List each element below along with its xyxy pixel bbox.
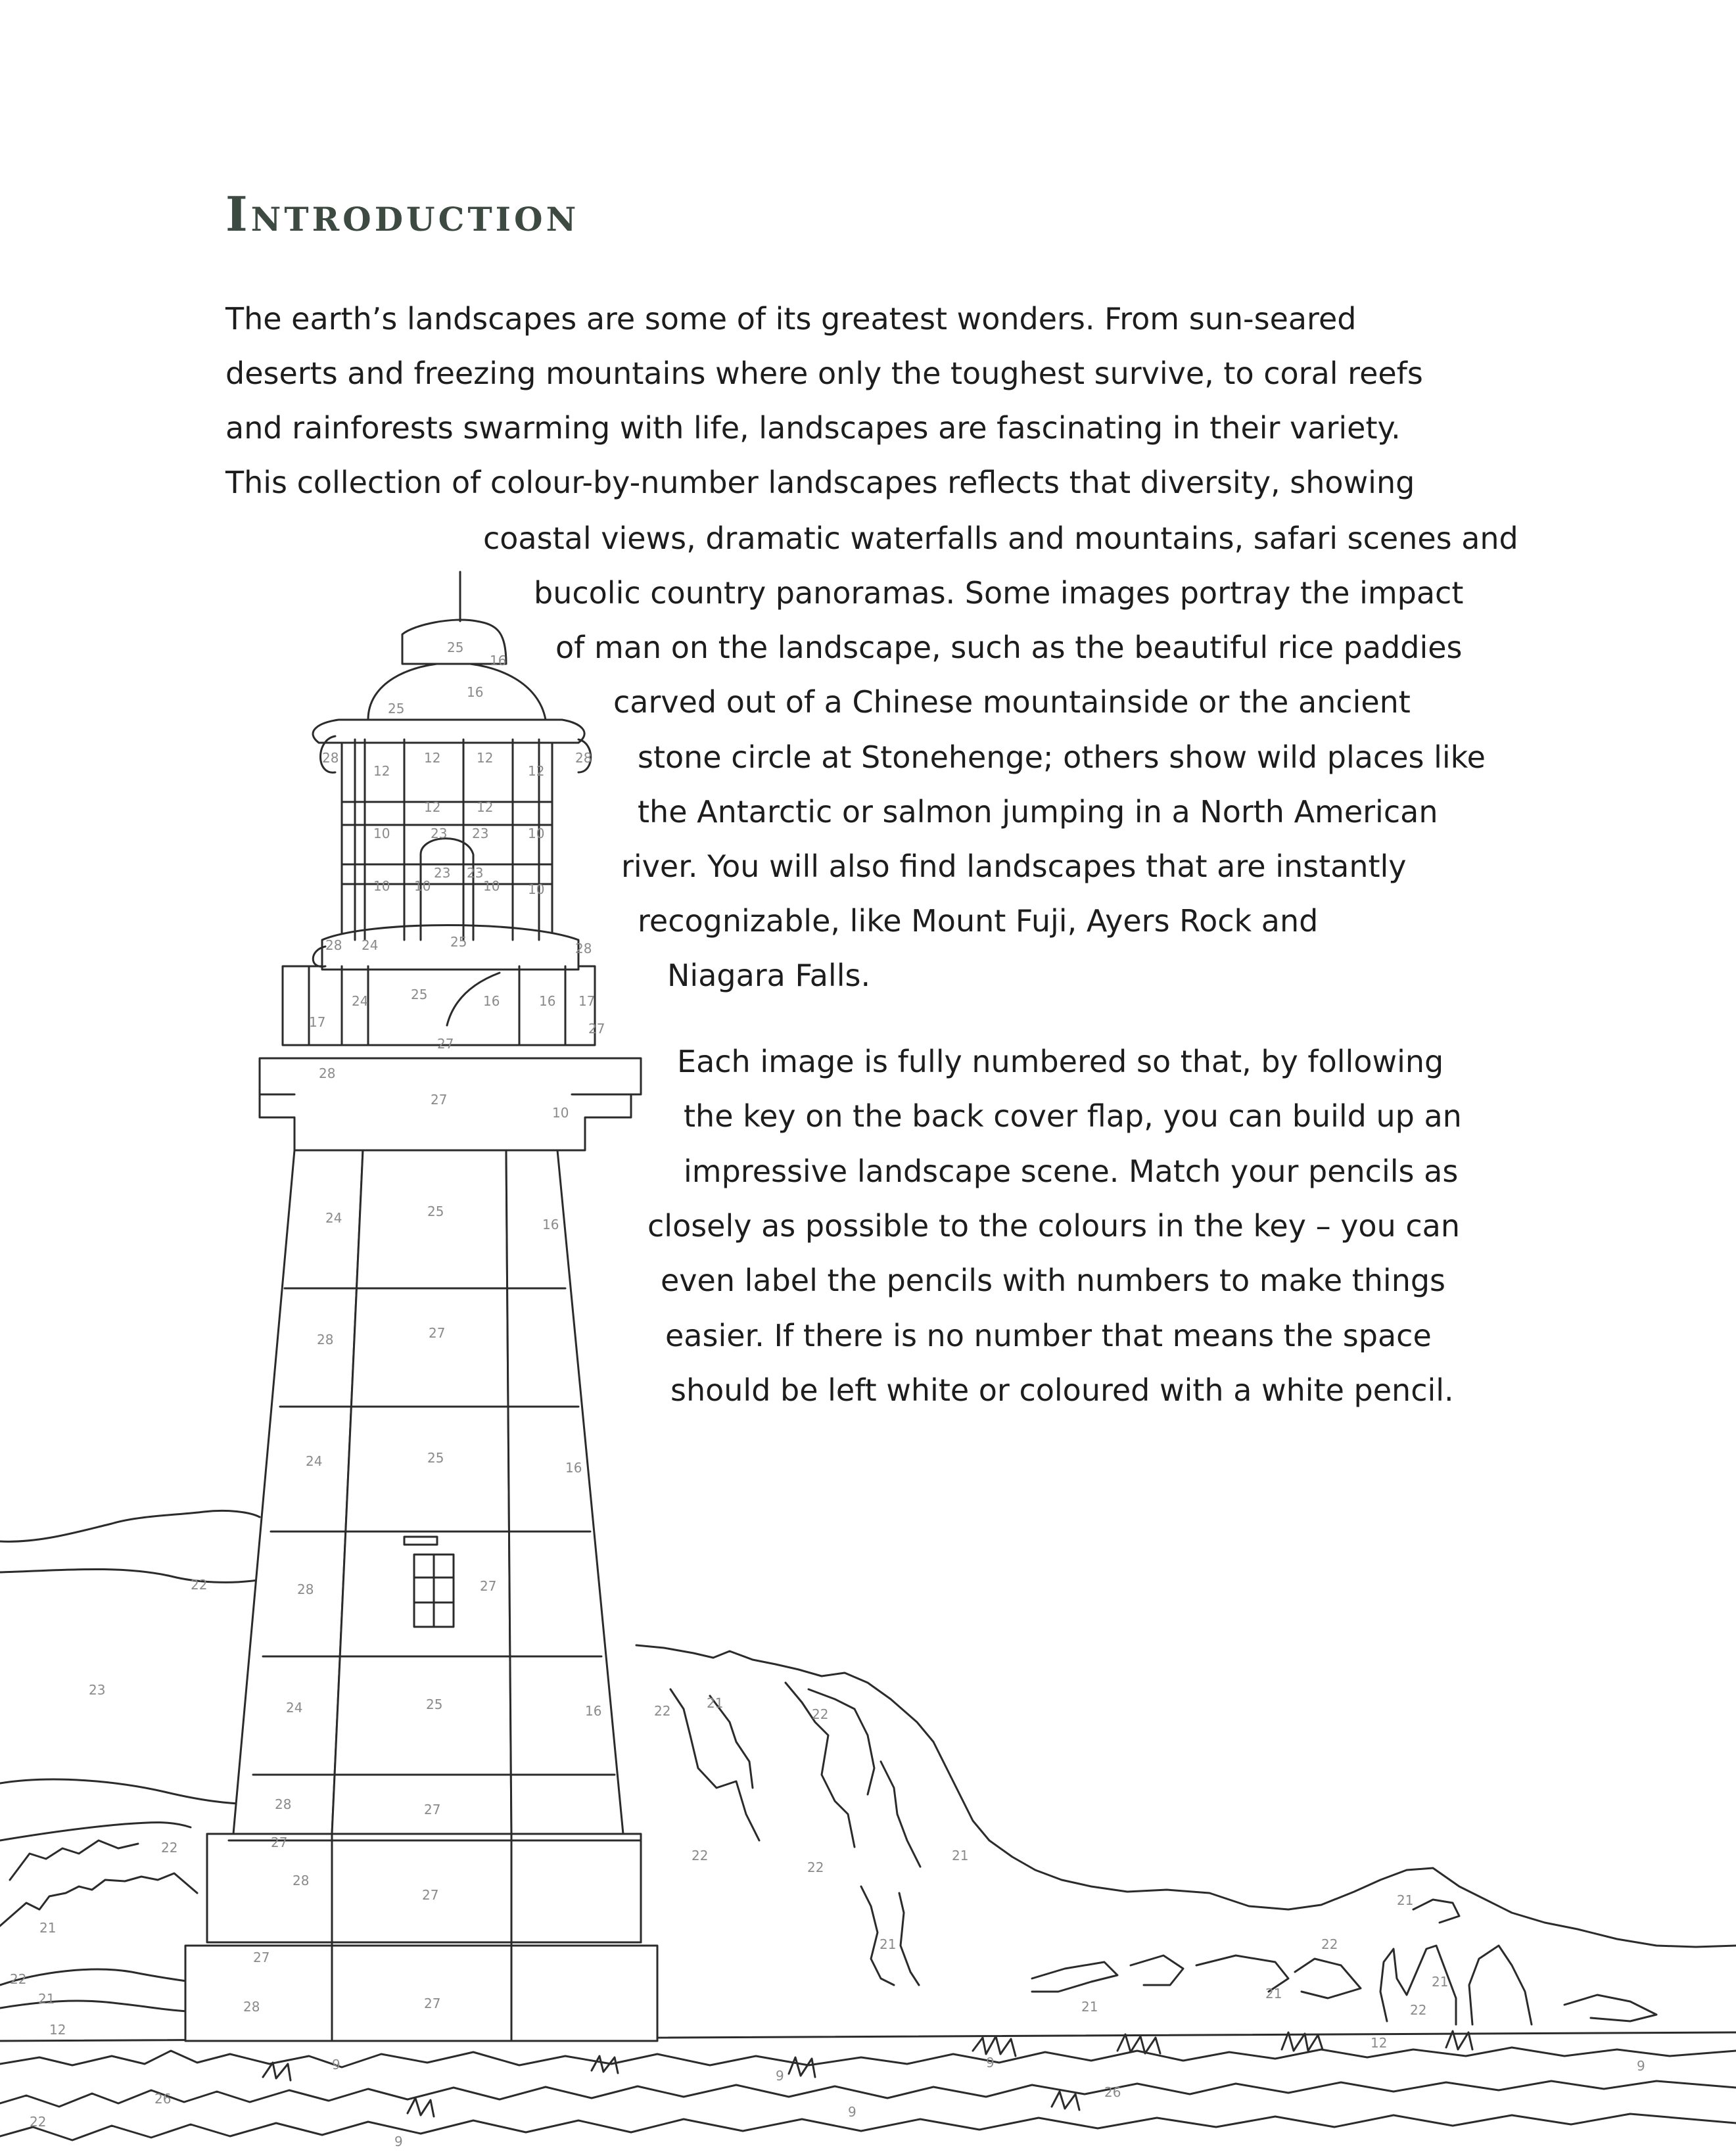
shore-line [0, 2114, 1736, 2140]
paragraph-line: Niagara Falls. [667, 958, 871, 993]
cliff-line [861, 1886, 897, 1985]
svg-text:22: 22 [10, 1971, 27, 1987]
svg-text:10: 10 [528, 881, 545, 897]
svg-text:25: 25 [388, 701, 405, 716]
svg-text:27: 27 [271, 1835, 288, 1850]
svg-text:27: 27 [437, 1036, 454, 1052]
svg-text:28: 28 [317, 1332, 334, 1347]
paragraph-line: easier. If there is no number that means the space [665, 1318, 1432, 1353]
svg-text:28: 28 [575, 750, 592, 766]
cliff-line [1295, 1959, 1361, 1998]
cliff-line [881, 1762, 920, 1867]
rock-line [1564, 1995, 1656, 2021]
svg-text:23: 23 [431, 826, 448, 841]
svg-text:28: 28 [322, 750, 339, 766]
cliff-line [809, 1689, 874, 1794]
tower-body-center [332, 1150, 511, 1834]
shore-line [0, 2047, 1736, 2067]
svg-text:22: 22 [692, 1848, 709, 1863]
svg-text:24: 24 [306, 1453, 323, 1469]
svg-text:25: 25 [447, 640, 464, 655]
svg-text:21: 21 [1432, 1974, 1449, 1990]
svg-text:28: 28 [575, 941, 592, 956]
left-hill-line [0, 1823, 191, 1840]
svg-text:21: 21 [1397, 1892, 1414, 1908]
svg-text:28: 28 [325, 937, 342, 953]
svg-text:12: 12 [424, 799, 441, 815]
paragraph-line: Each image is fully numbered so that, by following [677, 1044, 1444, 1079]
paragraph-line: deserts and freezing mountains where only the toughest survive, to coral reefs [225, 356, 1423, 391]
svg-text:28: 28 [293, 1873, 310, 1888]
svg-text:24: 24 [286, 1700, 303, 1716]
svg-text:12: 12 [424, 750, 441, 766]
svg-text:21: 21 [39, 1920, 57, 1936]
svg-text:9: 9 [986, 2055, 995, 2070]
svg-text:22: 22 [654, 1703, 671, 1719]
paragraph-line: river. You will also find landscapes that are instantly [621, 849, 1407, 884]
svg-text:12: 12 [477, 799, 494, 815]
svg-text:24: 24 [352, 993, 369, 1009]
svg-text:16: 16 [483, 993, 500, 1009]
svg-text:9: 9 [394, 2134, 403, 2149]
rock-line [1413, 1900, 1459, 1923]
svg-text:22: 22 [1410, 2002, 1427, 2018]
svg-text:27: 27 [429, 1325, 446, 1341]
paragraph-line: of man on the landscape, such as the beautiful rice paddies [555, 630, 1463, 665]
svg-text:16: 16 [542, 1217, 559, 1232]
paragraph-line: impressive landscape scene. Match your pencils as [684, 1154, 1459, 1189]
svg-text:10: 10 [373, 878, 390, 894]
svg-text:27: 27 [431, 1092, 448, 1108]
svg-text:27: 27 [588, 1021, 605, 1037]
svg-text:25: 25 [450, 934, 467, 950]
svg-text:27: 27 [480, 1578, 497, 1594]
svg-text:22: 22 [191, 1577, 208, 1593]
svg-text:25: 25 [411, 987, 428, 1002]
svg-text:23: 23 [89, 1682, 106, 1698]
svg-text:10: 10 [373, 826, 390, 841]
paragraph-line: The earth’s landscapes are some of its greatest wonders. From sun-seared [225, 301, 1357, 337]
left-hill-line [0, 1969, 191, 1985]
svg-text:23: 23 [467, 865, 484, 881]
svg-text:12: 12 [1371, 2035, 1388, 2051]
svg-text:26: 26 [154, 2091, 172, 2107]
paragraph-line: coastal views, dramatic waterfalls and mountains, safari scenes and [483, 521, 1518, 556]
left-hill-line [0, 1779, 260, 1804]
svg-text:22: 22 [1321, 1936, 1338, 1952]
svg-text:12: 12 [49, 2022, 66, 2038]
svg-text:9: 9 [1637, 2058, 1645, 2074]
paragraph-line: This collection of colour-by-number landscapes reflects that diversity, showing [225, 465, 1415, 500]
svg-text:12: 12 [373, 763, 390, 779]
svg-text:28: 28 [243, 1999, 260, 2015]
svg-text:21: 21 [38, 1991, 55, 2007]
svg-text:17: 17 [309, 1014, 326, 1030]
svg-text:28: 28 [297, 1581, 314, 1597]
svg-text:10: 10 [528, 826, 545, 841]
lantern-ring-top [313, 720, 584, 743]
far-hill-line [0, 1569, 258, 1582]
paragraph-line: should be left white or coloured with a white pencil. [670, 1372, 1454, 1408]
svg-text:27: 27 [422, 1887, 439, 1903]
shore-grass [263, 2031, 1472, 2117]
svg-text:9: 9 [776, 2068, 784, 2084]
svg-text:12: 12 [528, 763, 545, 779]
cliff-line [670, 1689, 759, 1840]
svg-text:25: 25 [426, 1696, 443, 1712]
lighthouse-tower [185, 620, 657, 2041]
svg-text:21: 21 [1081, 1999, 1098, 2015]
left-hill-line [0, 2001, 187, 2011]
svg-text:9: 9 [848, 2104, 856, 2120]
svg-text:24: 24 [325, 1210, 342, 1226]
svg-text:21: 21 [880, 1936, 897, 1952]
svg-text:16: 16 [565, 1460, 582, 1476]
svg-text:16: 16 [585, 1703, 602, 1719]
svg-text:21: 21 [1265, 1986, 1282, 2001]
svg-text:22: 22 [161, 1840, 178, 1856]
shore-line [0, 2081, 1736, 2107]
tower-cornice [260, 1058, 641, 1150]
svg-text:21: 21 [952, 1848, 969, 1863]
svg-text:12: 12 [477, 750, 494, 766]
svg-text:16: 16 [490, 653, 507, 668]
cliff-line [1131, 1955, 1183, 1985]
paragraph-line: even label the pencils with numbers to make things [661, 1263, 1446, 1298]
svg-text:9: 9 [332, 2057, 340, 2072]
cliff-line [899, 1893, 919, 1985]
paragraph-line: the Antarctic or salmon jumping in a North American [638, 794, 1438, 830]
paragraph-line: recognizable, like Mount Fuji, Ayers Rock and [638, 903, 1319, 939]
svg-text:16: 16 [467, 684, 484, 700]
paragraph-line: carved out of a Chinese mountainside or the ancient [613, 684, 1411, 720]
svg-text:23: 23 [472, 826, 489, 841]
svg-text:25: 25 [427, 1450, 444, 1466]
paragraph-line: stone circle at Stonehenge; others show wild places like [638, 739, 1486, 775]
tower-body-right [506, 1150, 623, 1834]
svg-text:27: 27 [424, 1996, 441, 2011]
svg-text:22: 22 [807, 1860, 824, 1875]
paragraph-line: closely as possible to the colours in the key – you can [647, 1208, 1460, 1244]
svg-text:26: 26 [1104, 2084, 1121, 2100]
svg-text:10: 10 [414, 878, 431, 894]
svg-text:27: 27 [253, 1950, 270, 1965]
svg-text:28: 28 [275, 1796, 292, 1812]
left-rock-line [10, 1840, 138, 1880]
rock-arch [1469, 1946, 1532, 2024]
svg-text:23: 23 [434, 865, 451, 881]
svg-text:28: 28 [319, 1065, 336, 1081]
paragraph-line: bucolic country panoramas. Some images portray the impact [534, 575, 1464, 611]
svg-text:22: 22 [812, 1706, 829, 1722]
svg-text:10: 10 [483, 878, 500, 894]
paragraph-line: the key on the back cover flap, you can build up an [684, 1098, 1462, 1134]
svg-text:25: 25 [427, 1204, 444, 1219]
svg-text:16: 16 [539, 993, 556, 1009]
svg-text:21: 21 [707, 1695, 724, 1711]
svg-text:22: 22 [30, 2114, 47, 2130]
svg-text:10: 10 [552, 1105, 569, 1121]
cliff-line [636, 1645, 1736, 1947]
far-hill-line [0, 1510, 260, 1541]
paragraph-line: and rainforests swarming with life, landscapes are fascinating in their variety. [225, 410, 1401, 446]
svg-text:27: 27 [424, 1802, 441, 1817]
page-title: Introduction [225, 186, 580, 242]
svg-text:17: 17 [578, 993, 596, 1009]
svg-text:24: 24 [362, 937, 379, 953]
left-rock-line [0, 1873, 197, 1926]
cliff-line [1032, 1962, 1117, 1992]
